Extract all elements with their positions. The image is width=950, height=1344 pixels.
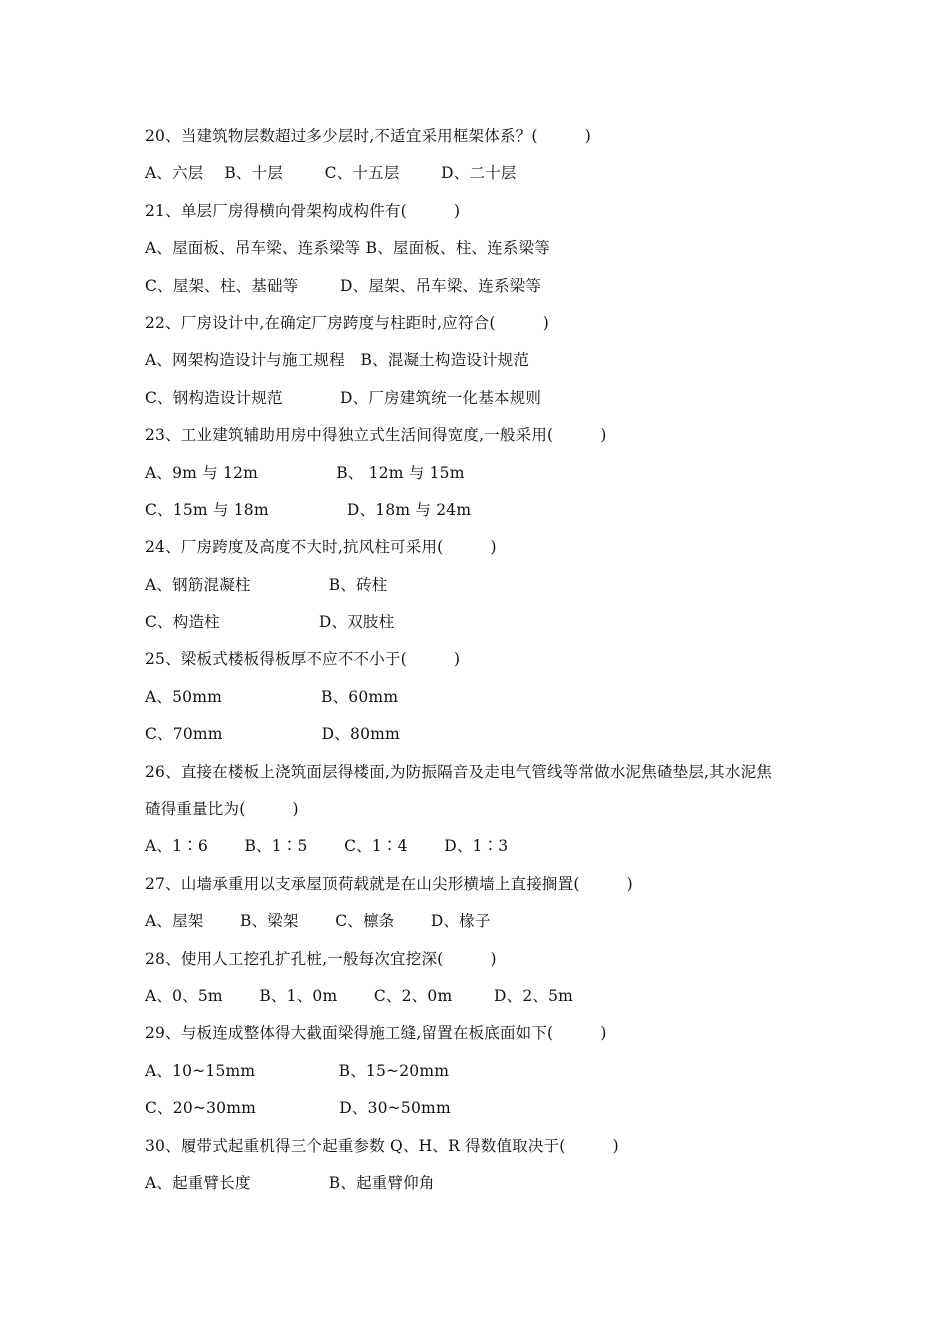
question-23: 23、工业建筑辅助用房中得独立式生活间得宽度,一般采用( )	[145, 426, 607, 445]
question-24: 24、厂房跨度及高度不大时,抗风柱可采用( )	[145, 538, 497, 557]
question-29: 29、与板连成整体得大截面梁得施工缝,留置在板底面如下( )	[145, 1024, 607, 1043]
options-24-cd: C、构造柱 D、双肢柱	[145, 613, 395, 632]
question-26-line1: 26、直接在楼板上浇筑面层得楼面,为防振隔音及走电气管线等常做水泥焦碴垫层,其水泥焦	[145, 762, 772, 781]
question-22: 22、厂房设计中,在确定厂房跨度与柱距时,应符合( )	[145, 313, 549, 332]
options-20: A、六层 B、十层 C、十五层 D、二十层	[145, 164, 517, 183]
options-25-cd: C、70mm D、80mm	[145, 725, 400, 744]
options-23-cd: C、15m 与 18m D、18m 与 24m	[145, 500, 472, 519]
question-20: 20、当建筑物层数超过多少层时,不适宜采用框架体系？( )	[145, 127, 591, 145]
document-page	[145, 118, 825, 1202]
options-27: A、屋架 B、梁架 C、檩条 D、椽子	[145, 912, 491, 931]
question-25: 25、梁板式楼板得板厚不应不不小于( )	[145, 650, 461, 669]
question-26-line2: 碴得重量比为( )	[145, 800, 299, 819]
question-27: 27、山墙承重用以支承屋顶荷载就是在山尖形横墙上直接搁置( )	[145, 874, 633, 893]
question-28: 28、使用人工挖孔扩孔桩,一般每次宜挖深( )	[145, 949, 497, 968]
options-21-cd: C、屋架、柱、基础等 D、屋架、吊车梁、连系梁等	[145, 276, 542, 295]
question-30: 30、履带式起重机得三个起重参数 Q、H、R 得数值取决于( )	[145, 1136, 619, 1155]
options-28: A、0、5m B、1、0m C、2、0m D、2、5m	[145, 986, 574, 1005]
options-24-ab: A、钢筋混凝柱 B、砖柱	[145, 575, 388, 594]
question-21: 21、单层厂房得横向骨架构成构件有( )	[145, 201, 461, 220]
options-22-ab: A、网架构造设计与施工规程 B、混凝土构造设计规范	[145, 351, 530, 370]
options-29-cd: C、20~30mm D、30~50mm	[145, 1099, 451, 1118]
options-22-cd: C、钢构造设计规范 D、厂房建筑统一化基本规则	[145, 388, 542, 407]
options-26: A、1∶6 B、1∶5 C、1∶4 D、1∶3	[145, 837, 509, 856]
options-21-ab: A、屋面板、吊车梁、连系梁等 B、屋面板、柱、连系梁等	[145, 239, 550, 258]
options-23-ab: A、9m 与 12m B、 12m 与 15m	[145, 463, 465, 482]
options-25-ab: A、50mm B、60mm	[145, 687, 399, 706]
options-29-ab: A、10~15mm B、15~20mm	[145, 1061, 450, 1080]
options-30-ab: A、起重臂长度 B、起重臂仰角	[145, 1173, 435, 1192]
